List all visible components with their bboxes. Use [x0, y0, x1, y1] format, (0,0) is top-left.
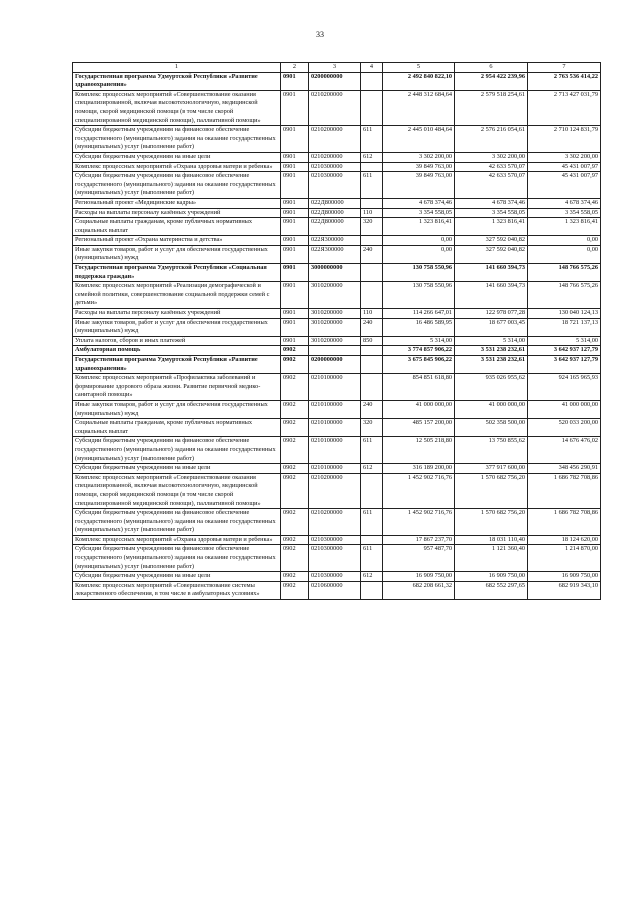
- amount-year3-cell: 18 124 620,00: [528, 535, 601, 545]
- target-article-cell: 022Д800000: [309, 208, 361, 218]
- row-name-cell: Социальные выплаты гражданам, кроме публичных нормативных социальных выплат: [73, 218, 281, 236]
- row-name-cell: Государственная программа Удмуртской Республики «Развитие здравоохранения»: [73, 356, 281, 374]
- amount-year1-cell: 130 758 550,96: [383, 264, 455, 282]
- budget-table: [72, 62, 601, 600]
- expense-type-cell: 240: [361, 400, 383, 418]
- row-name-cell: Региональный проект «Медицинские кадры»: [73, 198, 281, 208]
- amount-year2-cell: 4 678 374,46: [455, 198, 528, 208]
- row-name-cell: Иные закупки товаров, работ и услуг для обеспечения государственных (муниципальных) нужд: [73, 245, 281, 263]
- row-name-cell: Амбулаторная помощь: [73, 346, 281, 356]
- amount-year3-cell: 148 766 575,26: [528, 264, 601, 282]
- expense-type-cell: 611: [361, 437, 383, 464]
- expense-type-cell: [361, 374, 383, 401]
- column-header: 2: [281, 63, 309, 73]
- table-row: [73, 581, 601, 599]
- amount-year1-cell: 3 354 558,05: [383, 208, 455, 218]
- section-code-cell: 0901: [281, 336, 309, 346]
- column-header: 3: [309, 63, 361, 73]
- target-article-cell: 0210100000: [309, 400, 361, 418]
- section-code-cell: 0901: [281, 172, 309, 199]
- target-article-cell: 3000000000: [309, 264, 361, 282]
- expense-type-cell: 611: [361, 545, 383, 572]
- section-code-cell: 0901: [281, 126, 309, 153]
- table-row: [73, 126, 601, 153]
- target-article-cell: 0210200000: [309, 90, 361, 125]
- row-name-cell: Региональный проект «Охрана материнства и детства»: [73, 236, 281, 246]
- amount-year3-cell: 2 713 427 031,79: [528, 90, 601, 125]
- column-header: 7: [528, 63, 601, 73]
- amount-year1-cell: 0,00: [383, 236, 455, 246]
- expense-type-cell: 612: [361, 572, 383, 582]
- amount-year1-cell: 17 867 237,70: [383, 535, 455, 545]
- section-code-cell: 0902: [281, 473, 309, 508]
- amount-year2-cell: 2 579 518 254,61: [455, 90, 528, 125]
- amount-year1-cell: 114 266 647,01: [383, 309, 455, 319]
- column-header: 5: [383, 63, 455, 73]
- table-row: [73, 264, 601, 282]
- amount-year3-cell: 924 165 965,93: [528, 374, 601, 401]
- row-name-cell: Расходы на выплаты персоналу казённых учреждений: [73, 208, 281, 218]
- amount-year1-cell: 4 678 374,46: [383, 198, 455, 208]
- amount-year1-cell: 682 208 661,32: [383, 581, 455, 599]
- amount-year2-cell: 141 660 394,73: [455, 264, 528, 282]
- amount-year1-cell: 1 323 816,41: [383, 218, 455, 236]
- target-article-cell: 0210100000: [309, 419, 361, 437]
- expense-type-cell: 611: [361, 172, 383, 199]
- section-code-cell: 0902: [281, 572, 309, 582]
- target-article-cell: 3010200000: [309, 282, 361, 309]
- section-code-cell: 0902: [281, 346, 309, 356]
- amount-year3-cell: 45 431 007,97: [528, 162, 601, 172]
- section-code-cell: 0901: [281, 236, 309, 246]
- section-code-cell: 0901: [281, 90, 309, 125]
- target-article-cell: 0210300000: [309, 572, 361, 582]
- amount-year3-cell: 348 456 290,91: [528, 464, 601, 474]
- expense-type-cell: 850: [361, 336, 383, 346]
- target-article-cell: 0210200000: [309, 509, 361, 536]
- amount-year2-cell: 18 031 110,40: [455, 535, 528, 545]
- table-row: [73, 545, 601, 572]
- section-code-cell: 0902: [281, 545, 309, 572]
- target-article-cell: 0210200000: [309, 152, 361, 162]
- table-row: [73, 309, 601, 319]
- section-code-cell: 0902: [281, 437, 309, 464]
- row-name-cell: Иные закупки товаров, работ и услуг для обеспечения государственных (муниципальных) нужд: [73, 318, 281, 336]
- amount-year1-cell: 3 774 857 906,22: [383, 346, 455, 356]
- amount-year3-cell: 2 710 124 831,79: [528, 126, 601, 153]
- row-name-cell: Субсидии бюджетным учреждениям на иные цели: [73, 152, 281, 162]
- amount-year1-cell: 0,00: [383, 245, 455, 263]
- amount-year1-cell: 39 849 763,00: [383, 162, 455, 172]
- target-article-cell: 022Д800000: [309, 218, 361, 236]
- expense-type-cell: [361, 535, 383, 545]
- expense-type-cell: [361, 282, 383, 309]
- table-row: [73, 245, 601, 263]
- amount-year3-cell: 0,00: [528, 245, 601, 263]
- expense-type-cell: 110: [361, 208, 383, 218]
- row-name-cell: Расходы на выплаты персоналу казённых учреждений: [73, 309, 281, 319]
- amount-year3-cell: 3 642 937 127,79: [528, 356, 601, 374]
- table-row: [73, 198, 601, 208]
- table-row: [73, 572, 601, 582]
- target-article-cell: 3010200000: [309, 309, 361, 319]
- section-code-cell: 0901: [281, 218, 309, 236]
- expense-type-cell: 240: [361, 245, 383, 263]
- target-article-cell: 3010200000: [309, 336, 361, 346]
- section-code-cell: 0901: [281, 72, 309, 90]
- expense-type-cell: [361, 90, 383, 125]
- amount-year1-cell: 12 505 218,80: [383, 437, 455, 464]
- table-row: [73, 282, 601, 309]
- amount-year2-cell: 122 978 077,28: [455, 309, 528, 319]
- amount-year2-cell: 141 660 394,73: [455, 282, 528, 309]
- target-article-cell: [309, 346, 361, 356]
- amount-year3-cell: 1 214 870,00: [528, 545, 601, 572]
- row-name-cell: Комплекс процессных мероприятий «Охрана здоровья матери и ребенка»: [73, 535, 281, 545]
- amount-year2-cell: 16 909 750,00: [455, 572, 528, 582]
- amount-year2-cell: 1 570 682 756,20: [455, 509, 528, 536]
- amount-year1-cell: 39 849 763,00: [383, 172, 455, 199]
- amount-year3-cell: 130 040 124,13: [528, 309, 601, 319]
- amount-year3-cell: 14 676 476,02: [528, 437, 601, 464]
- target-article-cell: 0210100000: [309, 437, 361, 464]
- section-code-cell: 0901: [281, 198, 309, 208]
- amount-year3-cell: 45 431 007,97: [528, 172, 601, 199]
- target-article-cell: 022Я300000: [309, 236, 361, 246]
- amount-year3-cell: 1 686 782 708,86: [528, 509, 601, 536]
- row-name-cell: Комплекс процессных мероприятий «Совершенствование оказания специализированной, включая высокотехнологичную, медицинской помощи, скорой медицинской помощи (в том числе скорой специализированной медицинской помощи), паллиативной помощи»: [73, 473, 281, 508]
- amount-year3-cell: 3 642 937 127,79: [528, 346, 601, 356]
- amount-year2-cell: 377 917 600,00: [455, 464, 528, 474]
- column-header: 6: [455, 63, 528, 73]
- amount-year2-cell: 327 592 040,82: [455, 236, 528, 246]
- target-article-cell: 0210600000: [309, 581, 361, 599]
- section-code-cell: 0902: [281, 464, 309, 474]
- amount-year2-cell: 2 954 422 239,96: [455, 72, 528, 90]
- amount-year3-cell: 5 314,00: [528, 336, 601, 346]
- amount-year3-cell: 0,00: [528, 236, 601, 246]
- table-row: [73, 346, 601, 356]
- target-article-cell: 022Д800000: [309, 198, 361, 208]
- row-name-cell: Иные закупки товаров, работ и услуг для обеспечения государственных (муниципальных) нужд: [73, 400, 281, 418]
- amount-year2-cell: 327 592 040,82: [455, 245, 528, 263]
- amount-year3-cell: 3 302 200,00: [528, 152, 601, 162]
- expense-type-cell: [361, 162, 383, 172]
- amount-year2-cell: 42 633 570,07: [455, 172, 528, 199]
- row-name-cell: Субсидии бюджетным учреждениям на иные цели: [73, 464, 281, 474]
- amount-year1-cell: 16 909 750,00: [383, 572, 455, 582]
- row-name-cell: Социальные выплаты гражданам, кроме публичных нормативных социальных выплат: [73, 419, 281, 437]
- row-name-cell: Комплекс процессных мероприятий «Реализация демографической и семейной политики, совершенствование социальной поддержки семей с детьми»: [73, 282, 281, 309]
- amount-year1-cell: 130 758 550,96: [383, 282, 455, 309]
- row-name-cell: Уплата налогов, сборов и иных платежей: [73, 336, 281, 346]
- amount-year1-cell: 2 448 312 684,64: [383, 90, 455, 125]
- amount-year1-cell: 1 452 902 716,76: [383, 473, 455, 508]
- amount-year2-cell: 1 121 360,40: [455, 545, 528, 572]
- row-name-cell: Субсидии бюджетным учреждениям на финансовое обеспечение государственного (муниципального) задания на оказание государственных (муниципальных) услуг (выполнение работ): [73, 545, 281, 572]
- expense-type-cell: 611: [361, 126, 383, 153]
- section-code-cell: 0902: [281, 356, 309, 374]
- amount-year2-cell: 42 633 570,07: [455, 162, 528, 172]
- table-row: [73, 90, 601, 125]
- row-name-cell: Субсидии бюджетным учреждениям на финансовое обеспечение государственного (муниципального) задания на оказание государственных (муниципальных) услуг (выполнение работ): [73, 509, 281, 536]
- section-code-cell: 0902: [281, 400, 309, 418]
- table-row: [73, 464, 601, 474]
- expense-type-cell: 240: [361, 318, 383, 336]
- expense-type-cell: 320: [361, 419, 383, 437]
- amount-year1-cell: 2 445 010 484,64: [383, 126, 455, 153]
- column-number-row: [73, 63, 601, 73]
- section-code-cell: 0901: [281, 208, 309, 218]
- target-article-cell: 0210300000: [309, 545, 361, 572]
- amount-year1-cell: 957 487,70: [383, 545, 455, 572]
- target-article-cell: 0200000000: [309, 72, 361, 90]
- target-article-cell: 0210200000: [309, 473, 361, 508]
- expense-type-cell: [361, 72, 383, 90]
- target-article-cell: 0210300000: [309, 162, 361, 172]
- expense-type-cell: [361, 356, 383, 374]
- section-code-cell: 0901: [281, 162, 309, 172]
- table-row: [73, 509, 601, 536]
- section-code-cell: 0901: [281, 152, 309, 162]
- row-name-cell: Субсидии бюджетным учреждениям на финансовое обеспечение государственного (муниципального) задания на оказание государственных (муниципальных) услуг (выполнение работ): [73, 172, 281, 199]
- table-row: [73, 162, 601, 172]
- amount-year2-cell: 5 314,00: [455, 336, 528, 346]
- section-code-cell: 0901: [281, 309, 309, 319]
- amount-year3-cell: 2 763 536 414,22: [528, 72, 601, 90]
- amount-year3-cell: 148 766 575,26: [528, 282, 601, 309]
- row-name-cell: Комплекс процессных мероприятий «Профилактика заболеваний и формирование здорового образа жизни. Развитие первичной медико-санитарной помощи»: [73, 374, 281, 401]
- table-row: [73, 236, 601, 246]
- amount-year2-cell: 3 302 200,00: [455, 152, 528, 162]
- target-article-cell: 0210300000: [309, 172, 361, 199]
- table-row: [73, 172, 601, 199]
- amount-year2-cell: 3 531 238 232,61: [455, 356, 528, 374]
- expense-type-cell: 612: [361, 464, 383, 474]
- table-row: [73, 356, 601, 374]
- target-article-cell: 022Я300000: [309, 245, 361, 263]
- amount-year1-cell: 16 486 589,95: [383, 318, 455, 336]
- row-name-cell: Государственная программа Удмуртской Республики «Развитие здравоохранения»: [73, 72, 281, 90]
- amount-year1-cell: 5 314,00: [383, 336, 455, 346]
- amount-year3-cell: 1 323 816,41: [528, 218, 601, 236]
- table-row: [73, 336, 601, 346]
- section-code-cell: 0901: [281, 264, 309, 282]
- amount-year1-cell: 3 302 200,00: [383, 152, 455, 162]
- row-name-cell: Субсидии бюджетным учреждениям на финансовое обеспечение государственного (муниципального) задания на оказание государственных (муниципальных) услуг (выполнение работ): [73, 126, 281, 153]
- row-name-cell: Субсидии бюджетным учреждениям на иные цели: [73, 572, 281, 582]
- amount-year1-cell: 1 452 902 716,76: [383, 509, 455, 536]
- table-row: [73, 218, 601, 236]
- table-row: [73, 318, 601, 336]
- section-code-cell: 0901: [281, 245, 309, 263]
- table-row: [73, 72, 601, 90]
- amount-year2-cell: 3 531 238 232,61: [455, 346, 528, 356]
- amount-year3-cell: 682 919 343,10: [528, 581, 601, 599]
- section-code-cell: 0902: [281, 419, 309, 437]
- target-article-cell: 0210200000: [309, 126, 361, 153]
- page-number: 33: [316, 30, 324, 39]
- table-row: [73, 152, 601, 162]
- column-header: 4: [361, 63, 383, 73]
- expense-type-cell: [361, 264, 383, 282]
- row-name-cell: Комплекс процессных мероприятий «Совершенствование системы лекарственного обеспечения, в том числе в амбулаторных условиях»: [73, 581, 281, 599]
- table-row: [73, 437, 601, 464]
- amount-year3-cell: 520 033 200,00: [528, 419, 601, 437]
- amount-year2-cell: 13 750 855,62: [455, 437, 528, 464]
- target-article-cell: 0200000000: [309, 356, 361, 374]
- amount-year1-cell: 3 675 845 906,22: [383, 356, 455, 374]
- section-code-cell: 0901: [281, 318, 309, 336]
- expense-type-cell: [361, 198, 383, 208]
- expense-type-cell: [361, 236, 383, 246]
- expense-type-cell: [361, 473, 383, 508]
- expense-type-cell: [361, 581, 383, 599]
- target-article-cell: 0210300000: [309, 535, 361, 545]
- expense-type-cell: [361, 346, 383, 356]
- amount-year3-cell: 3 354 558,05: [528, 208, 601, 218]
- amount-year1-cell: 854 851 618,80: [383, 374, 455, 401]
- amount-year1-cell: 41 000 000,00: [383, 400, 455, 418]
- amount-year2-cell: 682 552 297,65: [455, 581, 528, 599]
- column-header: 1: [73, 63, 281, 73]
- table-row: [73, 208, 601, 218]
- table-row: [73, 535, 601, 545]
- section-code-cell: 0902: [281, 581, 309, 599]
- expense-type-cell: 110: [361, 309, 383, 319]
- row-name-cell: Субсидии бюджетным учреждениям на финансовое обеспечение государственного (муниципального) задания на оказание государственных (муниципальных) услуг (выполнение работ): [73, 437, 281, 464]
- amount-year3-cell: 18 721 137,13: [528, 318, 601, 336]
- amount-year1-cell: 2 492 840 822,10: [383, 72, 455, 90]
- amount-year2-cell: 935 026 955,62: [455, 374, 528, 401]
- target-article-cell: 0210100000: [309, 464, 361, 474]
- row-name-cell: Государственная программа Удмуртской Республики «Социальная поддержка граждан»: [73, 264, 281, 282]
- amount-year3-cell: 16 909 750,00: [528, 572, 601, 582]
- section-code-cell: 0902: [281, 535, 309, 545]
- amount-year2-cell: 1 570 682 756,20: [455, 473, 528, 508]
- table-row: [73, 400, 601, 418]
- amount-year1-cell: 316 189 200,00: [383, 464, 455, 474]
- amount-year2-cell: 2 576 216 054,61: [455, 126, 528, 153]
- amount-year3-cell: 1 686 782 708,86: [528, 473, 601, 508]
- amount-year2-cell: 41 000 000,00: [455, 400, 528, 418]
- amount-year2-cell: 1 323 816,41: [455, 218, 528, 236]
- target-article-cell: 3010200000: [309, 318, 361, 336]
- expense-type-cell: 320: [361, 218, 383, 236]
- table-row: [73, 419, 601, 437]
- amount-year2-cell: 3 354 558,05: [455, 208, 528, 218]
- table-row: [73, 374, 601, 401]
- amount-year1-cell: 485 157 200,00: [383, 419, 455, 437]
- table-row: [73, 473, 601, 508]
- amount-year2-cell: 502 358 500,00: [455, 419, 528, 437]
- amount-year3-cell: 41 000 000,00: [528, 400, 601, 418]
- row-name-cell: Комплекс процессных мероприятий «Совершенствование оказания специализированной, включая высокотехнологичную, медицинской помощи, скорой медицинской помощи (в том числе скорой специализированной медицинской помощи), паллиативной помощи»: [73, 90, 281, 125]
- row-name-cell: Комплекс процессных мероприятий «Охрана здоровья матери и ребенка»: [73, 162, 281, 172]
- section-code-cell: 0902: [281, 509, 309, 536]
- section-code-cell: 0902: [281, 374, 309, 401]
- expense-type-cell: 612: [361, 152, 383, 162]
- target-article-cell: 0210100000: [309, 374, 361, 401]
- amount-year2-cell: 18 677 003,45: [455, 318, 528, 336]
- expense-type-cell: 611: [361, 509, 383, 536]
- section-code-cell: 0901: [281, 282, 309, 309]
- amount-year3-cell: 4 678 374,46: [528, 198, 601, 208]
